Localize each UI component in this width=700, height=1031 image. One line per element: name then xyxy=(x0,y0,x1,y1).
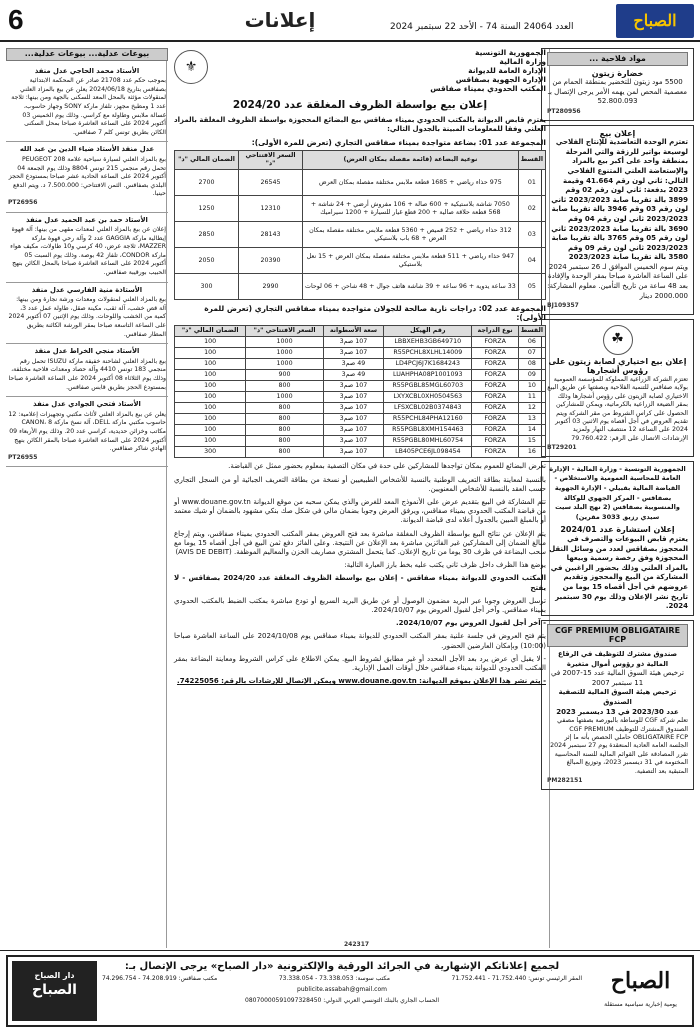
olive-ad xyxy=(541,319,694,457)
farm-ad-body: 5500 مود زيتون للتخضير بمنطقة الحمام من معصمية المحص لمن يهمه الأمر يرجى الإتصال بـ 52.800.093 xyxy=(547,78,688,106)
judicial-sale-notice: الأستاذ حمد بن عبد الحميد عدل منفذ إعلان عن بيع بالمزاد العلني لمعدات مقهى من بينها: آلة قهوة إيطالية ماركة GAGGIA عدد 2 وآلة رحي قهوة ماركة MAZZER، ثلاجة عرض، 40 كرسي و10 طاولات، مكيف هواء ماركة CONDOR، تلفاز 42 بوصة. وذلك يوم السبت 05 أكتوبر 2024 على الساعة العاشرة صباحا بالمحل الكائن بنهج الحبيب بورقيبة صفاقس. xyxy=(6,213,168,283)
footer-brand-sub: يومية إخبارية سياسية مستقلة xyxy=(604,1001,677,1008)
envelope-text: المكتب الحدودي للديوانة بميناء صفاقس - إعلان بيع بواسطة الظروف المغلقة عدد 2024/20 بصفاقس - لا يفتح xyxy=(174,574,546,592)
sale-ad xyxy=(541,125,694,315)
judicial-sale-notice: عدل منفذ الأستاذ ضياء الدين بن عبد الله بيع بالمزاد العلني لسيارة سياحية علامة PEUGEOT 208 تحمل رقم منجمي 215 تونس 8804 وذلك يوم الجمعة 04 أكتوبر 2024 على الساعة الحادية عشر صباحا بمستودع الحجز البلدي بصفاقس. الثمن الافتتاحي: 7.500.000 د. ويتم الدفع حينيا. PT26956 xyxy=(6,142,168,212)
emblem-icon: ☘ xyxy=(603,325,633,355)
table-row: 13 FORZA R55PCHL84PHA12160 107 صم3 800 100 xyxy=(175,414,546,425)
page-number: 6 xyxy=(8,4,24,35)
table-header-row: القسط نوعية البضاعة (قائمة مفصلة بمكان العرض) السعر الافتتاحي "د" الضمان المالي "د" xyxy=(175,151,546,170)
sale-ad-body: تعتزم الوحدة التعاضدية للإنتاج الفلاحي لوسيعة بواتير للرزقة والتي المرحلة بمنطقة واحد على أكبر بيع بالمزاد والإستعاضة العلني المتنوع الفلاحي التالي: ثاني لون رقم 41.664 وقيمة 2023 بدفعة: ثاني لون رقم 02 وقم 3899 بالة تقريبا صابة 2023/2023 ثاني لون رقم 03 وقم 3946 بالة تقريبا صابة 2023/2023 ثاني لون رقم 04 وقم 3690 بالة تقريبا صابة 2023/2023 ثاني لون رقم 05 وقم 3765 بالة تقريبا صابة 2023/2023 ثاني لون رقم 09 وقم 3580 بالة تقريبا صابة 2023/2023 xyxy=(551,138,688,262)
fund-line: ترخيص هيئة السوق المالية عدد 15-2007 في 11 سبتمبر 2007 xyxy=(551,669,684,687)
table-row: 08 FORZA LD4PCJ6J7K1684243 49 صم3 1000 100 xyxy=(175,359,546,370)
contact-line: - يتم نشر هذا الإعلان بموقع الديوانة: www.douane.gov.tn ويمكن الإتصال للإرشادات بالرقم: 74225056. xyxy=(177,677,546,686)
footer-brand xyxy=(593,961,688,1021)
sale-ad-ref: BJ109357 xyxy=(547,302,579,310)
contact-sfax: مكتب صفاقس: 74.208.919 - 74.296.754 xyxy=(102,975,218,982)
footer-account: الحساب الجاري بالبنك التونسي العربي الدولي: 08070000591097328450 xyxy=(245,997,439,1004)
fund-title2: ترخيص هيئة السوق المالية للتصفية الصندوق xyxy=(558,688,677,706)
paragraph-2: يتم الإعلان عن نتائج البيع بواسطة الظروف المغلقة مباشرة بعد فتح العروض بمقر المكتب الحدودي بميناء صفاقس، ويتم إرجاع مبالغ الضمان إلى المشاركين غير الفائزين مباشرة بعد الإعلان عن النتيجة. وعلى الفائز دفع ثمن البيع في أجل أقصاه 15 يوما مع سحب البضاعة في ظرف 30 يوما من تاريخ الإعلان. كما يتحمل المشتري مصاريف الخزن والمعاليم الموظفة. (AVIS DE DEBIT) xyxy=(174,529,546,557)
group1-table xyxy=(174,150,546,300)
newspaper-logo: الصباح xyxy=(616,4,694,38)
fund-ad xyxy=(541,620,694,790)
fund-subtitle: صندوق مشترك للتوظيف في الرقاع المالية ذو رؤوس أموال متغيرة xyxy=(557,649,678,668)
judicial-sale-notice: الأستاذ محمد الحاجي عدل منفذ بموجب حكم عدد 21708 صادر عن المحكمة الابتدائية بصفاقس بتاريخ 2024/06/18 يعلن عن بيع بالمزاد العلني لمنقولات مؤثثة بالمحل المعد للسكنى بالجهة ومن بينها: ثلاجة عدد 1 ومطبخ مجهز، تلفاز ماركة SONY وجهاز حاسوب، غسالة ملابس وطاولة مع كراسي. وذلك يوم الخميس 03 أكتوبر 2024 على الساعة العاشرة صباحا بمحل السكنى الكائن بطريق تونس كلم 7 صفاقس. xyxy=(6,64,168,143)
table-row: 07 FORZA R55PCHL8XLHL14009 107 صم3 1000 100 xyxy=(175,348,546,359)
sale-ad-title: إعلان بيع xyxy=(599,128,636,138)
consult-body: يعتزم قابض البيوعات والتصرف في المحجوز بصفاقس لعدد من وسائل النقل المحجوزة وفق رخصة رسمية وبيعها بالمزاد العلني وذلك بحضور الراغبين في المشاركة من البيع والمحجوز وتقديم عروضهم في أجل أقصاه 15 يوما من تاريخ نشر الإعلان وذلك يوم 30 سبتمبر 2024. xyxy=(549,535,688,611)
section-title: إعلانات xyxy=(244,8,316,32)
table-row: 04 947 حذاء رياضي + 511 قطعة ملابس مختلفة مفصلة بمكان العرض + 15 نعل بلاستيكي 20390 2050 xyxy=(175,248,546,274)
footer-divider xyxy=(0,950,700,951)
table-row: 03 312 حذاء رياضي + 252 قميص + 5360 قطعة ملابس مختلفة مفصلة بمكان العرض + 68 باب بلاستيكي 28143 2850 xyxy=(175,222,546,248)
table-row: 02 7050 شاشة بلاستيكية + 600 صالة + 106 مفروش أرضي + 24 شاشة + 568 قطعة حلاقة صالية + 200 قطع غيار للسيارة + 1200 سيراميك 12310 1250 xyxy=(175,196,546,222)
footer-contact xyxy=(102,961,582,1004)
judicial-sale-notice: الأستاذ منجي الخراط عدل منفذ بيع بالمزاد العلني لشاحنة خفيفة ماركة ISUZU تحمل رقم منجمي 183 تونس 4410 وآلة حصاد ومعدات فلاحية مختلفة، وذلك يوم الثلاثاء 08 أكتوبر 2024 على الساعة العاشرة صباحا بمستودع الحجز بطريق قابس صفاقس. xyxy=(6,344,168,397)
gov-header: الجمهورية التونسية وزارة المالية الإدارة العامة للديوانة الإدارة الجهوية بصفاقس المكتب الحدودي بميناء صفاقس xyxy=(430,48,546,93)
consult-title: إعلان استشارة عدد 2024/01 xyxy=(560,525,675,535)
table-row: 12 FORZA LFSXCBL02B0374843 107 صم3 800 100 xyxy=(175,403,546,414)
olive-ad-body: تعتزم الشركة الزراعية المملوكة للمؤسسة العمومية بولاية صفاقس للتنمية الفلاحية وبصفتها عن طريق البيع الاختياري لصابة الزيتون على رؤوس أشجارها وذلك بمقر الضيعة الزراعية بالكرماتية، ويمكن للمشاركين الحصول على كراس الشروط من مقر الشركة ويتم تقديم العروض في أجل أقصاه يوم الاثنين 03 أكتوبر 2024 على الساعة 12 منتصف النهار ولمزيد الإرشادات الاتصال على الرقم: 79.760.422 xyxy=(547,376,688,442)
paragraph-1: تتم المشاركة في البيع بتقديم عرض على الأنموذج المعد للغرض والذي يمكن سحبه من موقع الديوانة www.douane.gov.tn أو من قباضة المكتب الحدودي بميناء صفاقس، ويرفق العرض وجوبا بضمان مالي في شكل صك بنكي مشهود بالضمان أو شيك معتمد أو بالمبلغ المبين بالجدول أعلاه لدى قباضة الديوانة. xyxy=(174,498,546,525)
table-row: 16 FORZA LB405PCE6JL098454 107 صم3 800 300 xyxy=(175,447,546,458)
table-row: 14 FORZA R55PGBL8XMH154463 107 صم3 800 100 xyxy=(175,425,546,436)
table-row: 05 33 ساعة يدوية + 96 ساعة + 39 شاشة هاتف جوال + 48 شاحن + 06 لوحات 2990 300 xyxy=(175,274,546,300)
consult-ad xyxy=(541,461,694,616)
contact-sousse: مكتب سوسة: 73.338.053 - 73.338.054 xyxy=(278,975,390,982)
fund-line2: عدد 2023/30 في 13 ديسمبر 2023 xyxy=(556,707,679,716)
footer-email[interactable]: publicite.assabah@gmail.com xyxy=(297,986,387,993)
fund-body: تعلم شركة CGF للوساطة بالبورصة بصفتها مصفي الصندوق المشترك للتوظيف CGF PREMIUM OBLIGATAIRE FCP حاملي الحصص بأنه ما إثر الجلسة العامة العادية المنعقدة يوم 27 سبتمبر 2024 تقرر المصادقة على القوائم المالية للسنة المحاسبية المختومة في 31 ديسمبر 2023، وتوزيع المبالغ المتبقية بعد التصفية. xyxy=(550,717,688,775)
judicial-sale-notice: الأستاذة منية الفارسي عدل منفذ بيع بالمزاد العلني لمنقولات ومعدات ورشة نجارة ومن بينها: آلة قص خشب، آلة ثقب، مكينة صقل، طاولة عمل عدد 3، كمية من الخشب واللوحات. وذلك يوم الإثنين 07 أكتوبر 2024 على الساعة التاسعة صباحا بمقر الورشة الكائنة بطريق المطار صفاقس. xyxy=(6,283,168,345)
footer-ad xyxy=(6,955,694,1027)
group1-title: المجموعة عدد 01: بضاعة متواجدة بميناء صفاقس التجاري (تعرض للمرة الأولى): xyxy=(251,138,546,148)
dar-assabah-logo: دار الصباح الصباح xyxy=(12,961,97,1021)
paragraph-4: ترسل العروض وجوبا عبر البريد مضمون الوصول أو عن طريق البريد السريع أو تودع مباشرة بمكتب الضبط بالمكتب الحدودي بميناء صفاقس. وآخر أجل لقبول العروض يوم 2024/10/07. xyxy=(174,596,546,615)
paragraph-6: - لا يقبل أي عرض يرد بعد الأجل المحدد أو غير مطابق لشروط البيع. يمكن الاطلاع على كراس الشروط ومعاينة البضاعة بمقر المكتب الحدودي للديوانة بميناء صفاقس خلال أوقات العمل الإدارية. xyxy=(174,654,546,673)
farm-ad xyxy=(541,48,694,121)
footer-title: لجميع إعلاناتكم الإشهارية في الجرائد الورقية والإلكترونية «دار الصباح» يرجى الإتصال بـ: xyxy=(124,961,560,972)
contact-tunis: المقر الرئيسي تونس: 71.752.440 - 71.752.441 xyxy=(451,975,582,982)
farm-ad-ref: PT280956 xyxy=(547,107,581,115)
group2-table xyxy=(174,325,546,458)
notice-title: إعلان بيع بواسطة الظروف المغلقة عدد 2024/20 xyxy=(232,99,488,111)
judicial-sales-bar: بيوعات عدلية... بيوعات عدلية... xyxy=(6,48,168,61)
footer-contacts xyxy=(102,975,582,982)
table-row: 15 FORZA R55PGBL80MHL60754 107 صم3 800 100 xyxy=(175,436,546,447)
customs-emblem-icon: ⚜ xyxy=(174,50,208,84)
notice-intro: يعتزم قابض الديوانة بالمكتب الحدودي بميناء صفاقس بيع البضائع المحجوزة بواسطة الظروف المغلقة بالمزاد العلني وفقا للمعلومات المبينة بالجدول التالي: xyxy=(174,116,546,134)
table-row: 10 FORZA R55PGBL85MGL60703 107 صم3 800 100 xyxy=(175,381,546,392)
note-2: بالنسبة لمعاينة بطاقة التعريف الوطنية بالنسبة للأشخاص الطبيعيين أو نسخة من بطاقة التعريف الجبائية أو من السجل التجاري حسب العقد بالنسبة للأشخاص المعنويين. xyxy=(174,475,546,493)
notice-ref: 242317 xyxy=(344,941,370,948)
ministry-lines: الجمهورية التونسية - وزارة المالية - الإدارة العامة للمحاسبة العمومية والاستخلاص - القباضة المالية بقبيلي - الإدارة الجهوية بصفاقس - المركز الجهوي للوكالة والمنسوبية بصفاقس (2 نهج البلد سيت سيدي رزيق 3033 مقرين) xyxy=(549,464,686,521)
sale-ad-body2: ويتم سوم الخميس الموافق لـ 26 سبتمبر 2024 على الساعة العاشرة صباحا بمقر الوحدة والإفادة بعد 48 ساعة من تاريخ التأمين. معلوم المشاركة: 2000.000 دينار xyxy=(547,262,688,300)
left-column xyxy=(6,48,168,948)
olive-ad-ref: BT29201 xyxy=(547,444,577,452)
table-row: 09 FORZA LUAHPHA08P1001093 49 صم3 900 100 xyxy=(175,370,546,381)
footer-logo: الصباح xyxy=(610,968,671,994)
paragraph-3: يوضع هذا الظرف داخل ظرف ثاني يكتب عليه بخط بارز العبارة التالية: xyxy=(344,561,546,570)
group2-title: المجموعة عدد 02: دراجات نارية صالحة للجولان متواجدة بميناء صفاقس التجاري (تعرض للمرة الأولى): xyxy=(204,304,546,323)
paragraph-5: يتم فتح العروض في جلسة علنية بمقر المكتب الحدودي للديوانة بميناء صفاقس يوم 2024/10/08 على الساعة العاشرة صباحا (10:00) وبإمكان العارضين الحضور. xyxy=(174,632,547,650)
table-row: 11 FORZA LXYXCBL0XH0504563 107 صم3 1000 100 xyxy=(175,392,546,403)
note-1: تعرض البضائع للعموم بمكان تواجدها للمشاركين على حدة في مكان التصفية بمعلوم بحضور ممثل عن القباضة. xyxy=(228,462,546,471)
fund-ref: PM282151 xyxy=(547,776,583,784)
deadline: - آخر أجل لقبول العروض يوم 2024/10/07. xyxy=(395,619,546,628)
table-row: 01 975 حذاء رياضي + 1685 قطعة ملابس مختلفة مفصلة بمكان العرض 26545 2700 xyxy=(175,170,546,196)
fund-title: CGF PREMIUM OBLIGATAIRE FCP xyxy=(547,624,688,647)
right-column xyxy=(541,48,694,948)
issue-line: العدد 24064 السنة 74 - الأحد 22 سبتمبر 2024 xyxy=(390,22,574,32)
farm-ad-title: خضارة زيتون xyxy=(591,68,644,78)
farm-section-bar: مواد فلاحية ... xyxy=(547,52,688,66)
table-row: 06 FORZA LBBXEHB3GB649710 107 صم3 1000 100 xyxy=(175,337,546,348)
table-header-row: القسط نوع الدراجة رقم الهيكل سعة الأسطوانة السعر الافتتاحي "د" الضمان المالي "د" xyxy=(175,326,546,337)
customs-auction-notice xyxy=(174,48,546,948)
olive-ad-title: إعلان بيع اختياري لصابة زيتون على رؤوس أشجارها xyxy=(548,356,687,376)
page-header xyxy=(0,0,700,42)
judicial-sale-notice: الأستاذ فتحي الجوادي عدل منفذ يعلن عن بيع بالمزاد العلني لأثاث مكتبي وتجهيزات إعلامية: 12 حاسوب مكتبي ماركة DELL، آلة نسخ ماركة CANON، 8 مكاتب وخزائن حديدية، كراسي عدد 20. وذلك يوم الأربعاء 09 أكتوبر 2024 على الساعة العاشرة صباحا بالمقر الكائن بنهج الهادي شاكر صفاقس. PT26955 xyxy=(6,397,168,467)
